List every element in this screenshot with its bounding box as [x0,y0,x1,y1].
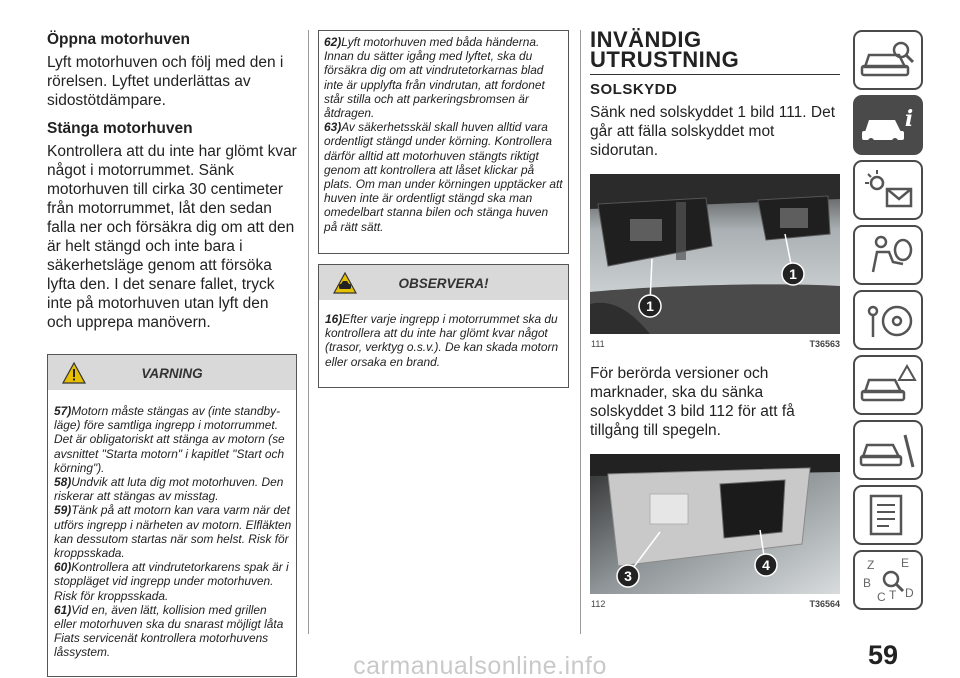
figure-number: 112 [591,599,606,609]
steering-key-icon [859,297,917,343]
tab-getting-to-know[interactable] [853,30,923,90]
technical-data-icon [859,492,917,538]
column-1 [47,30,297,677]
warning-note: 60)Kontrollera att vindrutetorkarens spak är i stoppläget vid ingrepp under motorhuven. Risk för kroppsskada. [54,560,289,603]
figure-number: 111 [591,339,605,349]
figure-111-caption [590,338,840,354]
tab-warning-lights[interactable] [853,160,923,220]
open-hood-text: Lyft motorhuven och följ med den i rörelsen. Lyftet underlättas av sidostötdämpare. [47,54,284,109]
sunvisor-text: Sänk ned solskyddet 1 bild 111. Det går att fälla solskyddet mot sidorutan. [590,104,835,159]
index-search-icon [859,555,917,605]
figure-code: T36563 [809,339,840,349]
lights-warning-icon [859,167,917,213]
figure-112-photo [590,454,840,594]
tab-technical-data[interactable] [853,485,923,545]
tab-index[interactable] [853,550,923,610]
airbag-safety-icon [859,232,917,278]
section-heading: INVÄNDIG UTRUSTNING [590,27,740,72]
column-divider [580,30,581,634]
callout-3 [617,565,639,587]
svg-text:C: C [877,590,886,604]
warning-note: 59)Tänk på att motorn kan vara varm när det utförs ingrepp i närheten av motorn. Elfläkten kan dessutom startas när som helst. Risk för kroppsskada. [54,503,292,561]
section-heading-rule [590,74,840,75]
tab-maintenance[interactable] [853,420,923,480]
figure-112-caption [590,598,840,614]
watermark: carmanualsonline.info [353,652,607,678]
car-warning-icon [859,362,917,408]
column-divider [308,30,309,634]
observe-box [318,264,569,388]
callout-1a [639,295,661,317]
figure-code: T36564 [809,599,840,609]
svg-text:1: 1 [646,298,654,314]
svg-text:i: i [904,106,914,132]
warning-note: 61)Vid en, även lätt, kollision med grillen eller motorhuven ska du snarast möjligt låta Fiats servicenät kontrollera motorhuvens låssystem. [54,602,284,660]
svg-text:Z: Z [867,558,875,572]
car-info-icon [859,102,917,148]
callout-4 [755,554,777,576]
svg-text:4: 4 [762,557,770,573]
warning-title: VARNING [141,366,203,381]
open-hood-heading: Öppna motorhuven [47,31,190,48]
svg-text:1: 1 [789,266,797,282]
observe-header [319,265,568,300]
car-tools-icon [859,427,917,473]
figure-111-photo [590,174,840,334]
vanity-mirror-illustration [590,454,840,594]
close-hood-text: Kontrollera att du inte har glömt kvar något i motorrummet. Sänk motorhuven till cirka 30 centimeter från motorrummet, låt den sedan falla ner och försäkra dig om att den är helt stängd och inte bara i säkerhetsläge genom att försöka lyfta den. I det senare fallet, tryck inte på motorhuven utan lyft den och upprepa manövern. [47,143,297,331]
sunvisor-illustration [590,174,840,334]
tab-start-driving[interactable] [853,290,923,350]
svg-text:T: T [889,588,897,602]
column-3 [590,27,840,614]
svg-text:E: E [901,556,910,570]
observe-title: OBSERVERA! [398,276,489,291]
chapter-tabs [853,30,923,615]
close-hood-heading: Stänga motorhuven [47,120,193,137]
svg-text:B: B [863,576,872,590]
warning-note: 58)Undvik att luta dig mot motorhuven. Den riskerar att stängas av misstag. [54,475,284,504]
svg-text:3: 3 [624,568,632,584]
car-magnifier-icon [859,37,917,83]
warning-box [47,354,297,677]
tab-safety[interactable] [853,225,923,285]
observe-note: 16)Efter varje ingrepp i motorrummet ska du kontrollera att du inte har glömt kvar något (trasor, verktyg o.s.v.). De kan skada motorn eller orsaka en brand. [325,312,559,369]
column-2 [318,30,569,388]
callout-1b [782,263,804,285]
warning-note: 63)Av säkerhetsskäl skall huven alltid vara ordentligt stängd under körning. Kontrollera därför alltid att motorhuven stängts riktigt genom att kontrollera att låset klickar på plats. Om man under körningen upptäcker att huven inte är ordentligt stängd ska man omedelbart stanna bilen och stänga huven på rätt sätt. [324,120,563,234]
observe-notes [319,300,568,375]
warning-note: 57)Motorn måste stängas av (inte standby-läge) före samtliga ingrepp i motorrummet. Det är obligatoriskt att stänga av motorn (se avsnittet "Starta motorn" i kapitlet "Start och körning"). [54,404,285,475]
warning-header [48,355,296,390]
mirror-text: För berörda versioner och marknader, ska du sänka solskyddet 3 bild 112 för att få tillgång till spegeln. [590,365,795,439]
warning-continued-box [318,30,569,254]
tab-emergency[interactable] [853,355,923,415]
svg-text:D: D [905,586,914,600]
warning-note: 62)Lyft motorhuven med båda händerna. Innan du sätter igång med lyftet, ska du försäkra dig om att vindrutetorkarnas blad inte är upplyfta från vindrutan, att fordonet står stilla och att parkeringsbromsen är åtdragen. [324,35,545,121]
tab-getting-to-know-car[interactable] [853,95,923,155]
page-number: 59 [868,640,899,670]
warning-notes [48,390,296,666]
subsection-heading: SOLSKYDD [590,81,678,98]
